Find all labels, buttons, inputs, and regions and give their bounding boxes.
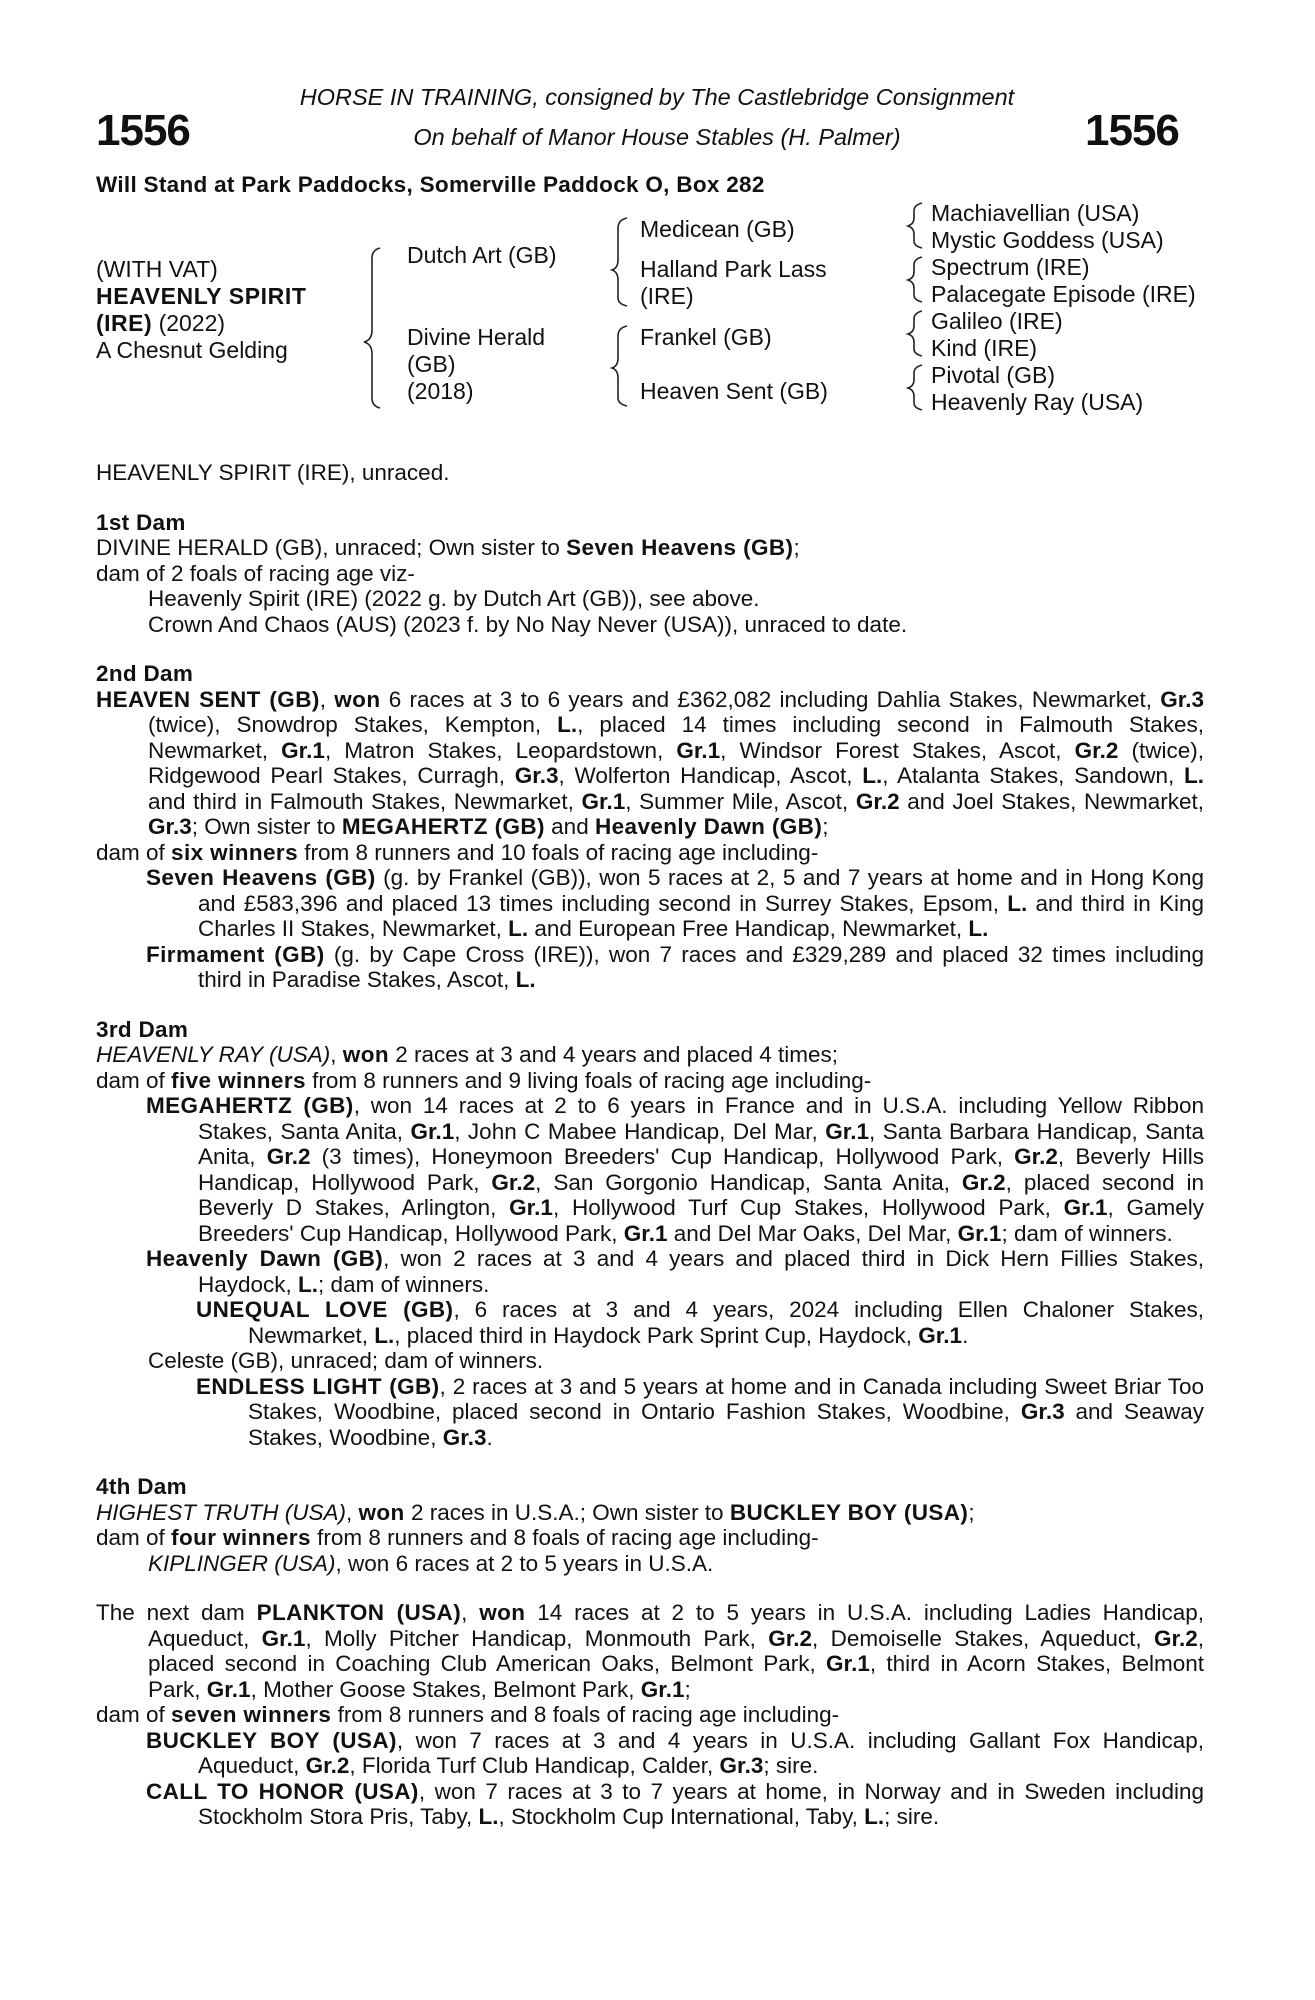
pedigree-sire: Dutch Art (GB) [407,242,557,268]
horse-name: HEAVENLY SPIRIT [96,283,307,309]
text: 6 races at 3 to 6 years and £362,082 including Dahlia Stakes, Newmarket, [380,686,1161,712]
text: , won 2 races at 3 and 4 years and placed third in Dick Hern Fillies Stakes, Haydock, [198,1246,1204,1297]
third-dam-section [96,1017,1204,1451]
text: , Matron Stakes, Leopardstown, [324,737,677,763]
grade: Gr.2 [1074,737,1119,763]
text: , Wolferton Handicap, Ascot, [558,763,863,788]
grade: Gr.1 [509,1195,553,1220]
text: and Joel Stakes, Newmarket, [899,788,1204,814]
third-dam-produce [96,1068,1204,1094]
first-dam-foal-2: Crown And Chaos (AUS) (2023 f. by No Nay Never (USA)), unraced to date. [148,611,908,637]
text: 2 races in U.S.A.; Own sister to [404,1499,730,1525]
fourth-dam-produce [96,1525,1204,1551]
offspring-name: Heavenly Dawn (GB) [146,1246,384,1271]
text: , Santa Barbara Handicap, Santa Anita, [198,1118,1205,1169]
lot-number-left: 1556 [96,106,190,155]
text: , placed second in Beverly D Stakes, Arlington, [198,1169,1205,1220]
winners-count: five winners [171,1067,306,1093]
text: and third in Falmouth Stakes, Newmarket, [148,788,582,814]
grade: Gr.2 [768,1625,813,1651]
grandchild-name: UNEQUAL LOVE (GB) [196,1297,454,1322]
pedigree-ssd: Mystic Goddess (USA) [931,227,1164,253]
text: dam of [96,1525,172,1550]
grade: L. [374,1322,395,1348]
grade: Gr.1 [640,1676,685,1702]
vat-note: (WITH VAT) [96,256,218,282]
grade: Gr.3 [442,1424,487,1450]
second-dam-section [96,661,1204,993]
text: from 8 runners and 9 living foals of racing age including- [305,1067,872,1093]
pedigree-dsd: Kind (IRE) [931,335,1038,361]
text: , placed second in Coaching Club American Oaks, Belmont Park, [148,1625,1205,1676]
fourth-dam-heading: 4th Dam [96,1474,187,1499]
pedigree-sire-dam-country: (IRE) [640,283,694,309]
grade: Gr.2 [855,788,900,814]
horse-block [96,256,307,364]
first-dam-heading: 1st Dam [96,509,186,535]
grade: Gr.1 [261,1625,306,1651]
fourth-dam-name: HIGHEST TRUTH (USA) [96,1499,346,1525]
text: , Beverly Hills Handicap, Hollywood Park, [198,1144,1204,1195]
text: (g. by Frankel (GB)), won 5 races at 2, 5 and 7 years at home and in Hong Kong and £583,396 and placed 13 times including second in Surrey Stakes, Epsom, [198,865,1204,916]
grade: L. [1007,890,1028,916]
first-dam-foal-1: Heavenly Spirit (IRE) (2022 g. by Dutch Art (GB)), see above. [148,586,760,611]
text: , Gamely Breeders' Cup Handicap, Hollywood Park, [198,1195,1204,1246]
text: and [544,814,595,839]
first-dam-punct: ; [793,535,800,560]
offspring-name: MEGAHERTZ (GB) [146,1093,354,1118]
winners-count: seven winners [171,1702,332,1727]
text: ; Own sister to [191,814,342,839]
fourth-dam-section [96,1474,1204,1576]
text: , Molly Pitcher Handicap, Monmouth Park, [305,1625,769,1651]
pedigree-sire-sire: Medicean (GB) [640,216,795,242]
text: ; sire. [884,1804,940,1829]
text: ; dam of winners. [1001,1220,1173,1246]
text: , won 7 races at 3 to 7 years at home, in Norway and in Sweden including Stockholm Stora Pris, Taby, [198,1778,1204,1829]
offspring-name: CALL TO HONOR (USA) [146,1778,419,1804]
third-dam-grandchild-2 [96,1374,1204,1451]
second-dam-heading: 2nd Dam [96,661,194,686]
horse-description: A Chesnut Gelding [96,337,288,363]
text: ; [822,814,829,839]
second-dam-record [96,687,1204,840]
grade: L. [1184,763,1204,788]
pedigree-dam-country: (GB) [407,351,456,377]
next-dam-offspring-1 [96,1728,1204,1779]
grade: Gr.1 [206,1676,251,1702]
text: . [486,1424,493,1450]
next-dam-section [96,1600,1204,1830]
offspring-name: KIPLINGER (USA) [148,1550,336,1576]
grade: L. [557,712,578,737]
grade: Gr.2 [305,1753,350,1778]
grade: L. [968,916,989,941]
text: and Del Mar Oaks, Del Mar, [667,1220,958,1246]
grade: Gr.3 [1020,1399,1065,1424]
text: , [319,686,335,712]
pedigree-dds: Pivotal (GB) [931,362,1055,388]
bracket-gen3 [0,0,1,1]
grade: Gr.2 [266,1144,311,1169]
text: (3 times), Honeymoon Breeders' Cup Handicap, Hollywood Park, [310,1144,1015,1169]
grade: Gr.1 [826,1651,870,1676]
next-dam-produce [96,1702,1204,1728]
grade: Gr.3 [719,1753,764,1778]
grade: Gr.1 [957,1220,1002,1246]
pedigree-dam-sire: Frankel (GB) [640,324,772,350]
pedigree-sire-dam-name: Halland Park Lass [640,256,827,282]
pedigree-dam-dam: Heaven Sent (GB) [640,378,828,404]
text: . [962,1322,969,1348]
text: (twice), Ridgewood Pearl Stakes, Curragh, [148,737,1205,788]
text: 14 races at 2 to 5 years in U.S.A. including Ladies Handicap, Aqueduct, [148,1600,1204,1651]
pedigree-sds: Spectrum (IRE) [931,254,1090,280]
text: , Mother Goose Stakes, Belmont Park, [250,1676,641,1702]
grade: L. [864,1804,885,1829]
text: from 8 runners and 10 foals of racing age including- [298,839,819,865]
text: dam of [96,1702,172,1727]
won-word: won [342,1042,389,1067]
text: , Stockholm Cup International, Taby, [498,1804,865,1829]
grade: Gr.2 [961,1169,1006,1195]
sibling-name: BUCKLEY BOY (USA) [729,1499,969,1525]
first-dam-text: DIVINE HERALD (GB), unraced; Own sister to [96,535,567,560]
consignor-line: On behalf of Manor House Stables (H. Palmer) [413,124,901,150]
horse-name-country [96,310,307,337]
text: , placed 14 times including second in Falmouth Stakes, Newmarket, [148,712,1204,763]
offspring-name: Firmament (GB) [146,941,325,967]
grade: Gr.1 [1063,1195,1108,1220]
horse-year: (2022) [158,310,226,336]
grade: Gr.1 [825,1118,870,1144]
text: , Windsor Forest Stakes, Ascot, [720,737,1075,763]
text: , Demoiselle Stakes, Aqueduct, [812,1625,1154,1651]
text: and third in King Charles II Stakes, Newmarket, [198,890,1204,941]
text: , Hollywood Turf Cup Stakes, Hollywood Park, [552,1195,1064,1220]
grade: Gr.1 [281,737,325,763]
grade: Gr.1 [676,737,721,763]
pedigree-sire-dam [640,256,827,310]
text: , third in Acorn Stakes, Belmont Park, [148,1651,1204,1702]
text: , Atalanta Stakes, Sandown, [882,763,1184,788]
grade: Gr.1 [623,1220,668,1246]
fourth-dam-offspring-1 [96,1551,1204,1577]
sibling-name: Heavenly Dawn (GB) [594,814,823,839]
pedigree-dss: Galileo (IRE) [931,308,1063,334]
grade: Gr.1 [410,1118,455,1144]
third-dam-grandchild-1 [96,1297,1204,1348]
first-dam-sister: Seven Heavens (GB) [566,535,794,560]
fourth-dam-record [96,1500,1204,1526]
text: and Seaway Stakes, Woodbine, [248,1399,1205,1450]
text: , 6 races at 3 and 4 years, 2024 including Ellen Chaloner Stakes, Newmarket, [248,1297,1205,1348]
grandchild-name: ENDLESS LIGHT (GB) [196,1373,440,1399]
text: , [330,1042,343,1067]
winners-count: six winners [171,839,298,865]
text: from 8 runners and 8 foals of racing age including- [310,1525,819,1550]
text: , 2 races at 3 and 5 years at home and in Canada including Sweet Briar Too Stakes, Woodbine, placed second in Ontario Fashion Stakes, Woodbine, [248,1373,1204,1424]
text: (g. by Cape Cross (IRE)), won 7 races and £329,289 and placed 32 times including third in Paradise Stakes, Ascot, [198,941,1204,992]
grade: Gr.1 [918,1322,963,1348]
second-dam-offspring-2 [96,942,1204,993]
text: , [461,1600,480,1625]
grade: L. [515,967,536,992]
next-dam-record [96,1600,1204,1702]
won-word: won [334,686,381,712]
offspring-name: Seven Heavens (GB) [146,865,376,890]
text: The next dam [96,1600,257,1625]
grade: Gr.1 [581,788,626,814]
next-dam-name: PLANKTON (USA) [256,1600,462,1625]
text: , [346,1499,359,1525]
second-dam-offspring-1 [96,865,1204,942]
text: (twice), Snowdrop Stakes, Kempton, [148,712,558,737]
next-dam-offspring-2 [96,1779,1204,1830]
winners-count: four winners [171,1525,311,1550]
grade: Gr.3 [148,814,192,839]
stand-location: Will Stand at Park Paddocks, Somerville Paddock O, Box 282 [96,172,765,197]
text: and European Free Handicap, Newmarket, [528,916,969,941]
second-dam-produce [96,840,1204,866]
grade: Gr.3 [1160,686,1204,712]
first-dam-section [96,510,1204,638]
third-dam-heading: 3rd Dam [96,1016,189,1042]
grade: Gr.3 [514,763,559,788]
grade: Gr.2 [1014,1144,1058,1169]
pedigree-sdd: Palacegate Episode (IRE) [931,281,1196,307]
consignment-line: HORSE IN TRAINING, consigned by The Castlebridge Consignment [299,84,1015,110]
grade: L. [478,1804,499,1829]
grade: L. [298,1271,319,1297]
text: , won 14 races at 2 to 6 years in France and in U.S.A. including Yellow Ribbon Stakes, Santa Anita, [198,1093,1204,1144]
text: , won 7 races at 3 and 4 years in U.S.A. including Gallant Fox Handicap, Aqueduct, [198,1727,1204,1778]
text: from 8 runners and 8 foals of racing age including- [331,1702,840,1727]
offspring-name: BUCKLEY BOY (USA) [146,1727,397,1753]
text: , won 6 races at 2 to 5 years in U.S.A. [335,1550,714,1576]
third-dam-offspring-2 [96,1246,1204,1297]
grade: Gr.2 [491,1169,536,1195]
third-dam-name: HEAVENLY RAY (USA) [96,1042,331,1067]
text: ; sire. [763,1753,819,1778]
third-dam-offspring-1 [96,1093,1204,1246]
first-dam-foals: dam of 2 foals of racing age viz- [96,560,415,586]
sibling-name: MEGAHERTZ (GB) [341,814,545,839]
pedigree-sss: Machiavellian (USA) [931,200,1140,226]
text: ; [684,1676,691,1702]
grade: L. [508,916,529,941]
pedigree-dam-year: (2018) [407,378,474,404]
pedigree-ddd: Heavenly Ray (USA) [931,389,1144,415]
text: ; [968,1499,975,1525]
horse-country: (IRE) [96,310,153,336]
won-word: won [479,1600,526,1625]
grade: L. [862,763,883,788]
text: 2 races at 3 and 4 years and placed 4 times; [389,1042,839,1067]
text: , placed third in Haydock Park Sprint Cup, Haydock, [394,1322,919,1348]
pedigree-dam-name: Divine Herald [407,324,546,350]
text: , John C Mabee Handicap, Del Mar, [454,1118,826,1144]
summary: HEAVENLY SPIRIT (IRE), unraced. [96,460,450,485]
text: dam of [96,1067,172,1093]
text: ; dam of winners. [318,1271,490,1297]
third-dam-record [96,1042,1204,1068]
text: , Florida Turf Club Handicap, Calder, [349,1753,720,1778]
lot-number-right: 1556 [1085,106,1179,155]
first-dam-line [96,535,1204,561]
text: , San Gorgonio Handicap, Santa Anita, [535,1169,962,1195]
pedigree-dam [407,324,545,405]
second-dam-name: HEAVEN SENT (GB) [96,686,320,712]
catalogue-body [96,460,1204,1830]
text: dam of [96,839,172,865]
text: , Summer Mile, Ascot, [625,788,856,814]
third-dam-offspring-3: Celeste (GB), unraced; dam of winners. [148,1348,544,1373]
grade: Gr.2 [1153,1625,1198,1651]
won-word: won [358,1499,405,1525]
